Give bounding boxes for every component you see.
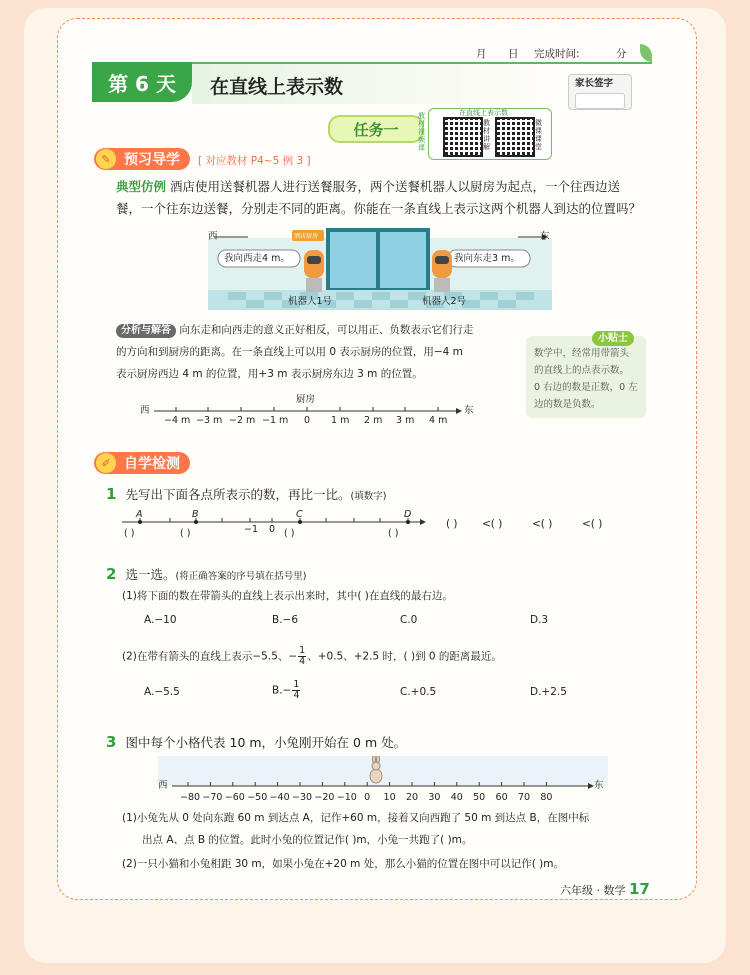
analysis-line-1: 分析与解答 向东走和向西走的意义正好相反，可以用正、负数表示它们行走 [116, 324, 473, 338]
q3-tick-label: 10 [383, 792, 396, 803]
tip-line: 的直线上的点表示数。 [534, 365, 630, 376]
q3-sub1-line1: (1)小兔先从 0 处向东跑 60 m 到达点 A，记作+60 m，接着又向西跑了 50 m 到达点 B，在图中标 [122, 812, 590, 824]
book-icon: ✎ [96, 149, 116, 169]
nl-tick: 0 [304, 415, 311, 426]
q2-sub1: (1)将下面的数在带箭头的直线上表示出来时，其中( )在直线的最右边。 [122, 590, 453, 602]
nl-tick: −1 m [262, 415, 289, 426]
nl-tick: 1 m [331, 415, 350, 426]
compare-blank[interactable]: ( ) [446, 518, 458, 530]
scene-west: 西 [208, 231, 218, 242]
q3-tick-label: −50 [247, 792, 268, 803]
q2-s2-option-d[interactable]: D.+2.5 [530, 686, 567, 698]
example-line-1: 典型仿例 酒店使用送餐机器人进行送餐服务，两个送餐机器人以厨房为起点，一个往西边送 [116, 179, 621, 194]
robot2-label: 机器人2号 [422, 296, 467, 307]
parent-sign-box [568, 74, 632, 110]
q3-tick-label: 70 [517, 792, 531, 803]
selfcheck-tag-label: 自学检测 [124, 456, 180, 472]
qr-frame [428, 108, 552, 160]
example-line-2: 餐，一个往东边送餐，分别走不同的距离。你能在一条直线上表示这两个机器人到达的位置吗？ [116, 201, 642, 216]
scene-east: 东 [540, 231, 550, 242]
fraction: $\frac{1}{4}$ [293, 679, 300, 701]
nl-kitchen: 厨房 [296, 394, 316, 405]
pencil-icon: ✐ [96, 453, 116, 473]
q3-tick-label: −30 [292, 792, 313, 803]
q3-sub2: (2)一只小猫和小兔相距 30 m，如果小兔在+20 m 处，那么小猫的位置在图中可以记作( )m。 [122, 858, 564, 870]
q2-heading [106, 564, 306, 583]
page-title: 在直线上表示数 [210, 76, 344, 98]
compare-blank[interactable]: <( ) [532, 518, 553, 530]
q1-heading [106, 484, 386, 503]
q3-east: 东 [594, 780, 604, 791]
minus-one-label: −1 [244, 524, 259, 535]
q3-number: 3 [106, 733, 117, 751]
qr-side-a: 教材讲解 [483, 119, 490, 151]
parent-sign-label: 家长签字 [575, 78, 614, 89]
point-c [298, 520, 302, 524]
completion-time-label: 完成时间: [534, 48, 580, 60]
textbook-ref: [ 对应教材 P4~5 例 3 ] [198, 155, 311, 167]
kitchen-number-line [140, 393, 480, 429]
answer-blank[interactable]: ( ) [284, 528, 295, 539]
q1-number-line [118, 508, 438, 544]
q3-heading [106, 732, 406, 751]
robot-icon [432, 250, 452, 292]
robot-scene [208, 228, 552, 310]
q1-text: 先写出下面各点所表示的数，再比一比。 [125, 487, 351, 502]
preview-tag [94, 148, 190, 170]
preview-tag-label: 预习导学 [124, 152, 180, 168]
kitchen-sign: 酒店厨房 [294, 233, 319, 240]
day-badge: 第 6 天 [92, 62, 192, 102]
point-label: B [192, 509, 199, 520]
q3-tick-label: 80 [540, 792, 553, 803]
q2-text: 选一选。 [125, 567, 176, 582]
q2-sub2: (2)在带有箭头的直线上表示−5.5、− $\frac{1}{4}$ 、+0.5、+2.5 时，( )到 0 的距离最近。 [122, 645, 502, 667]
tip-line: 数学中，经常用带箭头 [534, 348, 630, 359]
qr-caption: 在直线上表示数 [459, 109, 508, 117]
robot2-speech: 我向东走3 m。 [454, 253, 520, 264]
point-label: A [136, 509, 143, 520]
nl-tick: −4 m [164, 415, 191, 426]
footer-grade: 六年级 · 数学 [560, 884, 626, 897]
point-a [138, 520, 142, 524]
q1-number: 1 [106, 485, 117, 503]
page-footer [560, 880, 650, 898]
q2-s1-option-a[interactable]: A.−10 [144, 614, 177, 626]
robot1-speech: 我向西走4 m。 [224, 253, 290, 264]
nl-tick: −2 m [229, 415, 256, 426]
nl-tick: 4 m [429, 415, 448, 426]
compare-blank[interactable]: <( ) [482, 518, 503, 530]
q3-tick-label: 30 [428, 792, 441, 803]
tip-line: 0 右边的数是正数，0 左 [534, 382, 638, 393]
answer-blank[interactable]: ( ) [180, 528, 191, 539]
qr-code-icon[interactable] [443, 117, 483, 157]
q3-tick-label: 50 [473, 792, 486, 803]
q3-tick-label: −80 [180, 792, 201, 803]
nl-tick: −3 m [196, 415, 223, 426]
nl-west: 西 [140, 405, 150, 416]
point-d [406, 520, 410, 524]
fraction: $\frac{1}{4}$ [299, 645, 306, 667]
robot-scene-illustration [208, 228, 552, 310]
answer-blank[interactable]: ( ) [388, 528, 399, 539]
point-label: C [296, 509, 303, 520]
date-day: 日 [508, 48, 519, 60]
q1-note: (填数字) [350, 491, 387, 502]
q3-tick-label: −40 [269, 792, 290, 803]
q3-tick-label: −70 [202, 792, 223, 803]
q3-tick-label: −10 [336, 792, 357, 803]
point-b [194, 520, 198, 524]
task-label: 任务一 [353, 120, 399, 139]
tip-line: 边的数是负数。 [534, 399, 601, 410]
q3-tick-label: −60 [224, 792, 245, 803]
qr-code-icon[interactable] [495, 117, 535, 157]
page-number: 17 [629, 880, 650, 898]
q2-number: 2 [106, 565, 117, 583]
minute-label: 分 [616, 48, 627, 60]
q3-sub1-line2: 出点 A、点 B 的位置。此时小兔的位置记作( )m，小兔一共跑了( )m。 [142, 834, 473, 846]
q3-tick-label: 60 [495, 792, 508, 803]
nl-tick: 3 m [396, 415, 415, 426]
q3-tick-label: −20 [314, 792, 335, 803]
analysis-label: 分析与解答 [116, 324, 176, 338]
q3-text: 图中每个小格代表 10 m，小兔刚开始在 0 m 处。 [125, 735, 407, 750]
qr-side-b: 微课课堂 [535, 119, 542, 151]
parent-sign-field[interactable] [575, 93, 625, 109]
answer-blank[interactable]: ( ) [124, 528, 135, 539]
analysis-line-3: 表示厨房西边 4 m 的位置，用+3 m 表示厨房东边 3 m 的位置。 [116, 368, 423, 380]
tip-box [526, 336, 646, 418]
qr-left-label: 教材视频课 [418, 112, 425, 152]
tip-title: 小贴士 [592, 331, 634, 346]
point-label: D [404, 509, 412, 520]
selfcheck-tag [94, 452, 190, 474]
q2-s2-option-b[interactable]: B.− $\frac{1}{4}$ [272, 679, 300, 701]
q2-s1-option-c[interactable]: C.0 [400, 614, 418, 626]
zero-label: 0 [269, 524, 276, 535]
analysis-line-2: 的方向和到厨房的距离。在一条直线上可以用 0 表示厨房的位置，用−4 m [116, 346, 463, 358]
date-month: 月 [476, 48, 487, 60]
q3-number-line [158, 756, 608, 808]
q2-s2-option-c[interactable]: C.+0.5 [400, 686, 437, 698]
robot-icon [304, 250, 324, 292]
q2-s1-option-d[interactable]: D.3 [530, 614, 549, 626]
example-label: 典型仿例 [116, 179, 167, 194]
q2-note: (将正确答案的序号填在括号里) [175, 571, 307, 582]
task-badge [328, 115, 424, 143]
q3-tick-label: 40 [450, 792, 463, 803]
q2-s1-option-b[interactable]: B.−6 [272, 614, 299, 626]
nl-tick: 2 m [364, 415, 383, 426]
q3-tick-label: 20 [405, 792, 419, 803]
robot1-label: 机器人1号 [288, 296, 333, 307]
q3-west: 西 [158, 780, 168, 791]
q2-s2-option-a[interactable]: A.−5.5 [144, 686, 180, 698]
nl-east: 东 [464, 405, 474, 416]
q3-tick-label: 0 [364, 792, 371, 803]
compare-blank[interactable]: <( ) [582, 518, 603, 530]
